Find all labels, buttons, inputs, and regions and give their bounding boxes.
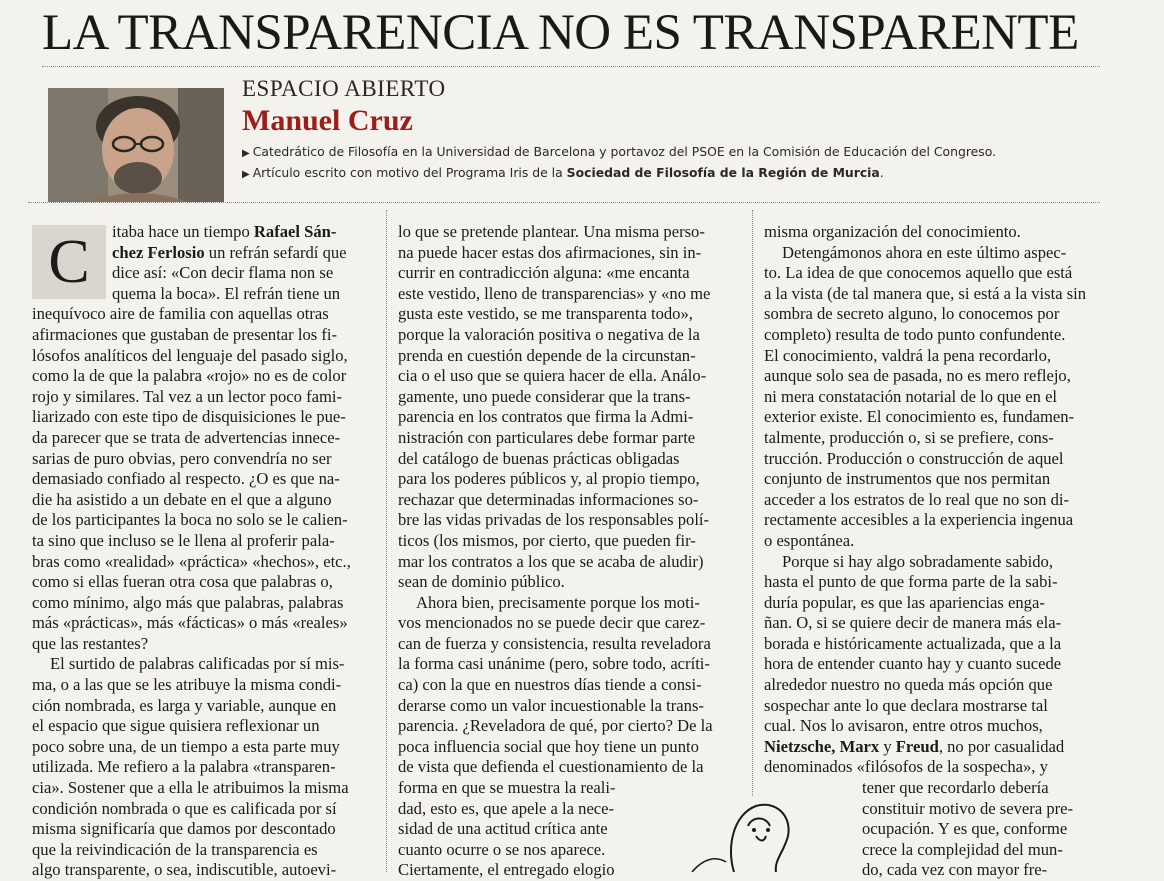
text-segment: sospechar ante lo que declara mostrarse tal xyxy=(764,695,1048,715)
text-line: poca influencia social que hoy tiene un punto xyxy=(398,736,699,756)
text-line xyxy=(32,387,374,408)
text-segment: misma significaría que damos por descontado xyxy=(32,819,336,839)
text-line: sidad de una actitud crítica ante xyxy=(398,819,608,839)
text-line xyxy=(764,757,1108,778)
text-line xyxy=(32,346,374,367)
text-line xyxy=(764,613,1108,634)
text-segment: trucción. Producción o construcción de aquel xyxy=(764,448,1064,468)
drop-cap: C xyxy=(32,225,106,299)
divider-top xyxy=(42,66,1100,67)
text-line xyxy=(32,428,374,449)
text-segment: un refrán sefardí que xyxy=(204,242,347,262)
text-line xyxy=(32,799,374,820)
text-segment: rojo y similares. Tal vez a un lector poco fami- xyxy=(32,386,343,406)
text-segment: da parecer que se trata de advertencias innece- xyxy=(32,427,341,447)
headline: LA TRANSPARENCIA NO ES TRANSPARENTE xyxy=(42,5,1079,61)
article-column-3 xyxy=(764,222,1108,881)
text-line xyxy=(32,716,374,737)
text-line xyxy=(764,449,1108,470)
text-line: este vestido, lleno de transparencias» y «no me xyxy=(398,283,711,303)
bio-text-2-end: . xyxy=(879,165,884,180)
divider-middle xyxy=(28,202,1100,203)
text-segment: más «prácticas», más «fácticas» o más «reales» xyxy=(32,613,348,633)
text-line xyxy=(764,675,1108,696)
text-segment: ni mera constatación notarial de lo que en el xyxy=(764,386,1058,406)
text-line: vos mencionados no se puede decir que carez- xyxy=(398,613,706,633)
text-segment: , no por casualidad xyxy=(938,736,1065,756)
text-segment: hasta el punto de que forma parte de la sabi- xyxy=(764,572,1058,592)
text-segment: ma, o a las que se les atribuye la misma condi- xyxy=(32,675,342,695)
article-column-1 xyxy=(32,222,374,881)
text-line: prenda en cuestión depende de la circunstan- xyxy=(398,345,696,365)
text-line xyxy=(32,613,374,634)
text-line: currir en contradicción alguna: «me encanta xyxy=(398,263,690,283)
text-line: para los poderes públicos y, al propio tiempo, xyxy=(398,469,700,489)
text-line: de vista que defienda el cuestionamiento de la xyxy=(398,757,704,777)
emphasized-name: chez Ferlosio xyxy=(112,242,205,262)
illustration xyxy=(664,796,840,872)
text-line xyxy=(764,284,1108,305)
text-segment: poco sobre una, de un tiempo a esta parte muy xyxy=(32,736,340,756)
text-line xyxy=(764,552,1108,573)
text-line: can de fuerza y consistencia, resulta reveladora xyxy=(398,633,711,653)
text-line xyxy=(764,654,1108,675)
text-segment: conjunto de instrumentos que nos permitan xyxy=(764,469,1051,489)
text-line: la forma casi unánime (pero, sobre todo, acríti- xyxy=(398,654,710,674)
text-segment: utilizada. Me refiero a la palabra «transparen- xyxy=(32,757,336,777)
text-line xyxy=(764,428,1108,449)
text-segment: crece la complejidad del mun- xyxy=(862,839,1063,859)
text-line xyxy=(32,819,374,840)
article-column-2 xyxy=(398,222,738,881)
text-line: del catálogo de buenas prácticas obligadas xyxy=(398,448,680,468)
text-segment: constituir motivo de severa pre- xyxy=(862,798,1074,818)
text-line xyxy=(764,531,1108,552)
text-line xyxy=(764,510,1108,531)
text-line xyxy=(32,510,374,531)
text-line xyxy=(32,284,374,305)
author-name: Manuel Cruz xyxy=(242,104,413,137)
text-segment: bras como «realidad» «práctica» «hechos», etc., xyxy=(32,551,351,571)
text-line xyxy=(32,407,374,428)
text-line: sean de dominio público. xyxy=(398,572,565,592)
text-segment: do, cada vez con mayor fre- xyxy=(862,860,1048,880)
text-segment: ñan. O, si se quiere decir de manera más ela- xyxy=(764,613,1062,633)
text-segment: algo transparente, o sea, indiscutible, autoevi- xyxy=(32,860,337,880)
text-segment: y xyxy=(879,736,896,756)
text-line: porque la valoración positiva o negativa de la xyxy=(398,324,700,344)
text-line xyxy=(32,449,374,470)
triangle-bullet-icon: ▶ xyxy=(242,169,250,180)
text-segment: exterior existe. El conocimiento es, fundamen- xyxy=(764,407,1075,427)
text-segment: inequívoco aire de familia con aquellas otras xyxy=(32,304,329,324)
text-segment: talmente, producción o, si se prefiere, cons- xyxy=(764,427,1054,447)
text-line xyxy=(32,737,374,758)
emphasized-name: Rafael Sán- xyxy=(253,222,337,241)
text-segment: ta sino que incluso se le llena al proferir pala- xyxy=(32,530,335,550)
text-line xyxy=(32,243,374,264)
triangle-bullet-icon: ▶ xyxy=(242,148,250,159)
text-segment: lósofos analíticos del lenguaje del pasado siglo, xyxy=(32,345,348,365)
text-segment: misma organización del conocimiento. xyxy=(764,222,1021,241)
text-segment: Detengámonos ahora en este último aspec- xyxy=(782,242,1067,262)
text-segment: de los participantes la boca no solo se le calien- xyxy=(32,510,348,530)
text-segment: denominados «filósofos de la sospecha», y xyxy=(764,757,1048,777)
text-line xyxy=(32,675,374,696)
text-line xyxy=(764,387,1108,408)
text-line xyxy=(764,716,1108,737)
text-segment: dice así: «Con decir flama non se xyxy=(112,263,334,283)
text-segment: El surtido de palabras calificadas por sí mis- xyxy=(50,654,345,674)
emphasized-name: Nietzsche, Marx xyxy=(764,736,880,756)
text-segment: sombra de secreto alguno, lo conocemos por xyxy=(764,304,1060,324)
text-segment: que las restantes? xyxy=(32,633,149,653)
text-line xyxy=(32,304,374,325)
text-line: ca) con la que en nuestros días tiende a consi- xyxy=(398,675,702,695)
text-line xyxy=(32,572,374,593)
text-segment: como la de que la palabra «rojo» no es de color xyxy=(32,366,347,386)
text-segment: cual. Nos lo avisaron, entre otros muchos, xyxy=(764,716,1043,736)
text-line xyxy=(764,243,1108,264)
text-line: Ahora bien, precisamente porque los moti- xyxy=(416,592,700,612)
text-segment: duría popular, es que las apariencias enga- xyxy=(764,592,1045,612)
text-line: Ciertamente, el entregado elogio xyxy=(398,860,615,880)
text-line xyxy=(32,366,374,387)
text-line xyxy=(32,222,374,243)
text-line xyxy=(764,304,1108,325)
text-line: mar los contratos a los que se acaba de aludir) xyxy=(398,551,704,571)
text-line xyxy=(764,407,1108,428)
text-line xyxy=(32,325,374,346)
text-line xyxy=(764,737,1108,758)
bio-text-1: Catedrático de Filosofía en la Universidad de Barcelona y portavoz del PSOE en la Comisión de Educación del Congreso. xyxy=(252,144,997,159)
text-line: parencia en los contratos que firma la Admi- xyxy=(398,407,694,427)
text-line xyxy=(32,840,374,861)
text-line: nistración con particulares debe formar parte xyxy=(398,427,696,447)
text-segment: acceder a los estratos de lo real que no son di- xyxy=(764,489,1070,509)
text-segment: Porque si hay algo sobradamente sabido, xyxy=(782,551,1053,571)
text-segment: o espontánea. xyxy=(764,530,855,550)
text-segment: afirmaciones que gustaban de presentar los fi- xyxy=(32,324,338,344)
text-segment: alrededor nuestro no queda más opción que xyxy=(764,675,1053,695)
text-segment: El conocimiento, valdrá la pena recordarlo, xyxy=(764,345,1052,365)
text-line xyxy=(32,757,374,778)
text-line xyxy=(32,634,374,655)
text-segment: el espacio que sigue quisiera reflexionar un xyxy=(32,716,320,736)
bio-text-2: Artículo escrito con motivo del Programa Iris de la xyxy=(252,165,567,180)
text-line xyxy=(764,346,1108,367)
text-line: rechazar que determinadas informaciones so- xyxy=(398,489,699,509)
text-segment: rectamente accesibles a la experiencia ingenua xyxy=(764,510,1074,530)
text-line: forma en que se muestra la reali- xyxy=(398,778,616,798)
text-line: ticos (los mismos, por cierto, que pueden fir- xyxy=(398,530,696,550)
text-segment: a la vista (de tal manera que, si está a la vista sin xyxy=(764,283,1087,303)
text-segment: die ha asistido a un debate en el que a alguno xyxy=(32,489,332,509)
text-segment: completo) resulta de todo punto confundente. xyxy=(764,324,1066,344)
text-line: derarse como un valor incuestionable la trans- xyxy=(398,695,704,715)
text-line xyxy=(764,572,1108,593)
text-line: na puede hacer estas dos afirmaciones, sin in- xyxy=(398,242,702,262)
text-segment: tener que recordarlo debería xyxy=(862,778,1049,798)
author-photo xyxy=(48,88,224,202)
text-segment: condición nombrada o que es calificada por sí xyxy=(32,798,337,818)
text-segment: sarias de puro obvias, pero convendría no ser xyxy=(32,448,332,468)
text-line xyxy=(32,654,374,675)
text-line: gamente, uno puede considerar que la trans- xyxy=(398,386,691,406)
text-line xyxy=(764,263,1108,284)
text-line xyxy=(764,593,1108,614)
text-segment: que la reivindicación de la transparencia es xyxy=(32,839,318,859)
text-segment: liarizado con este tipo de disquisiciones le pue- xyxy=(32,407,346,427)
text-segment: to. La idea de que conocemos aquello que está xyxy=(764,263,1073,283)
bio-organization: Sociedad de Filosofía de la Región de Murcia xyxy=(566,165,880,180)
text-line xyxy=(32,593,374,614)
text-segment: demasiado confiado al respecto. ¿O es que na- xyxy=(32,469,340,489)
text-segment: cia». Sostener que a ella le atribuimos la misma xyxy=(32,778,349,798)
text-line xyxy=(764,696,1108,717)
text-segment: ocupación. Y es que, conforme xyxy=(862,819,1068,839)
text-line xyxy=(764,634,1108,655)
text-line: lo que se pretende plantear. Una misma perso- xyxy=(398,222,705,241)
text-line: gusta este vestido, se me transparenta todo», xyxy=(398,304,693,324)
text-line: bre las vidas privadas de los responsables polí- xyxy=(398,510,710,530)
text-segment: como si ellas fueran otra cosa que palabras o, xyxy=(32,572,333,592)
text-line xyxy=(32,552,374,573)
text-line xyxy=(32,490,374,511)
text-segment: ción nombrada, es larga y variable, aunque en xyxy=(32,695,337,715)
text-segment: hora de entender cuanto hay y cuanto sucede xyxy=(764,654,1062,674)
text-line xyxy=(764,222,1108,243)
text-segment: como mínimo, algo más que palabras, palabras xyxy=(32,592,344,612)
text-line xyxy=(32,778,374,799)
text-line xyxy=(764,325,1108,346)
section-label: ESPACIO ABIERTO xyxy=(242,76,446,101)
text-line xyxy=(32,469,374,490)
bio-line-2 xyxy=(242,165,884,180)
bio-line-1 xyxy=(242,144,996,159)
text-line: cia o el uso que se quiera hacer de ella. Análo- xyxy=(398,366,707,386)
text-line: dad, esto es, que apele a la nece- xyxy=(398,798,615,818)
column-divider xyxy=(752,210,753,872)
text-line xyxy=(32,531,374,552)
text-line xyxy=(32,696,374,717)
text-line xyxy=(764,469,1108,490)
text-segment: aunque solo sea de pasada, no es mero reflejo, xyxy=(764,366,1071,386)
text-segment: quema la boca». El refrán tiene un xyxy=(112,283,341,303)
text-line: parencia. ¿Reveladora de qué, por cierto? De la xyxy=(398,716,713,736)
text-line xyxy=(32,860,374,881)
text-segment: itaba hace un tiempo xyxy=(112,222,254,241)
text-line xyxy=(764,490,1108,511)
column-divider xyxy=(386,210,387,872)
emphasized-name: Freud xyxy=(895,736,939,756)
text-segment: borada e históricamente actualizada, que a la xyxy=(764,633,1062,653)
text-line xyxy=(764,366,1108,387)
text-line xyxy=(32,263,374,284)
text-line: cuanto ocurre o se nos aparece. xyxy=(398,839,606,859)
